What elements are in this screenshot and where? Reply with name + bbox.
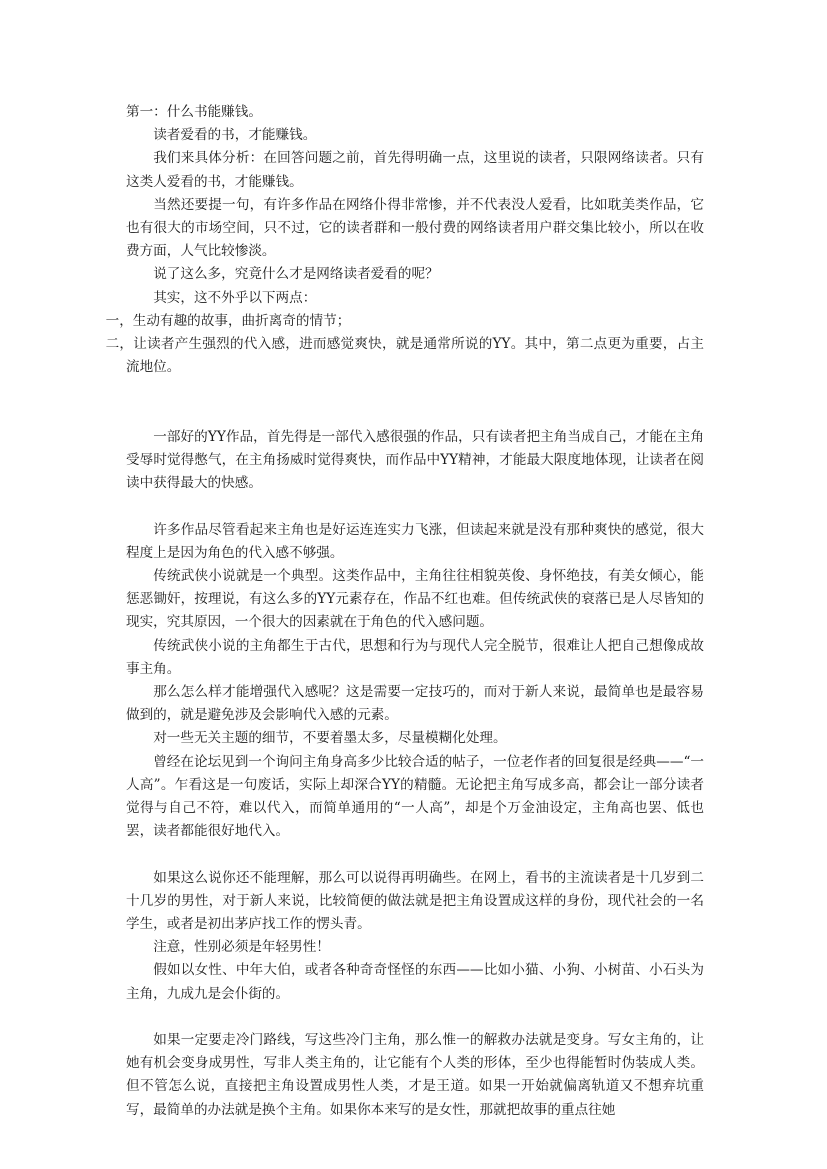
document-body — [105, 101, 704, 1122]
paragraph: 如果一定要走冷门路线，写这些冷门主角，那么惟一的解救办法就是变身。写女主角的，让她有机会变身成男性，写非人类主角的，让它能有个人类的形体，至少也得能暂时伪装成人类。但不管怎么说，直接把主角设置成男性人类，才是王道。如果一开始就偏离轨道又不想弃坑重写，最简单的办法就是换个主角。如果你本来写的是女性，那就把故事的重点往她 — [126, 1032, 704, 1118]
spacer — [126, 843, 704, 866]
section-heading: 第一：什么书能赚钱。 — [126, 104, 262, 120]
paragraph: 许多作品尽管看起来主角也是好运连连实力飞涨，但读起来就是没有那种爽快的感觉，很大程度上是因为角色的代入感不够强。 — [126, 521, 704, 561]
paragraph: 我们来具体分析：在回答问题之前，首先得明确一点，这里说的读者，只限网络读者。只有这类人爱看的书，才能赚钱。 — [126, 150, 704, 190]
paragraph: 曾经在论坛见到一个询问主角身高多少比较合适的帖子，一位老作者的回复很是经典——“一人高”。乍看这是一句废话，实际上却深合YY的精髓。无论把主角写成多高，都会让一部分读者觉得与自己不符，难以代入，而简单通用的“一人高”，却是个万金油设定，主角高也罢、低也罢，读者都能很好地代入。 — [126, 753, 704, 840]
paragraph: 说了这么多，究竟什么才是网络读者爱看的呢？ — [153, 266, 439, 283]
paragraph: 传统武侠小说的主角都生于古代，思想和行为与现代人完全脱节，很难让人把自己想像成故事主角。 — [126, 637, 704, 677]
paragraph: 其实，这不外乎以下两点： — [153, 289, 317, 306]
spacer — [126, 379, 704, 425]
paragraph: 当然还要提一句，有许多作品在网络仆得非常惨，并不代表没人爱看，比如耽美类作品，它也有很大的市场空间，只不过，它的读者群和一般付费的网络读者用户群交集比较小，所以在收费方面，人气比较惨淡。 — [126, 196, 704, 260]
paragraph: 读者爱看的书，才能赚钱。 — [153, 127, 317, 144]
paragraph: 假如以女性、中年大伯，或者各种奇奇怪怪的东西——比如小猫、小狗、小树苗、小石头为主角，九成九是会仆街的。 — [126, 962, 704, 1002]
paragraph: 如果这么说你还不能理解，那么可以说得再明确些。在网上，看书的主流读者是十几岁到二十几岁的男性，对于新人来说，比较简便的做法就是把主角设置成这样的身份，现代社会的一名学生，或者是初出茅庐找工作的愣头青。 — [126, 869, 704, 933]
list-item: 二，让读者产生强烈的代入感，进而感觉爽快，就是通常所说的YY。其中，第二点更为重要，占主流地位。 — [105, 336, 704, 376]
spacer — [126, 495, 704, 518]
paragraph: 一部好的YY作品，首先得是一部代入感很强的作品，只有读者把主角当成自己，才能在主角受辱时觉得憋气，在主角扬威时觉得爽快，而作品中YY精神，才能最大限度地体现，让读者在阅读中获得最大的快感。 — [126, 428, 704, 492]
paragraph: 传统武侠小说就是一个典型。这类作品中，主角往往相貌英俊、身怀绝技，有美女倾心，能惩恶锄奸，按理说，有这么多的YY元素存在，作品不红也难。但传统武侠的衰落已是人尽皆知的现实，究其原因，一个很大的因素就在于角色的代入感问题。 — [126, 568, 704, 631]
list-item: 一，生动有趣的故事，曲折离奇的情节； — [105, 312, 351, 329]
paragraph: 注意，性别必须是年轻男性！ — [153, 939, 330, 956]
paragraph: 对一些无关主题的细节，不要着墨太多，尽量模糊化处理。 — [153, 730, 507, 747]
paragraph: 那么怎么样才能增强代入感呢？这是需要一定技巧的，而对于新人来说，最简单也是最容易做到的，就是避免涉及会影响代入感的元素。 — [126, 684, 704, 724]
spacer — [126, 1006, 704, 1029]
